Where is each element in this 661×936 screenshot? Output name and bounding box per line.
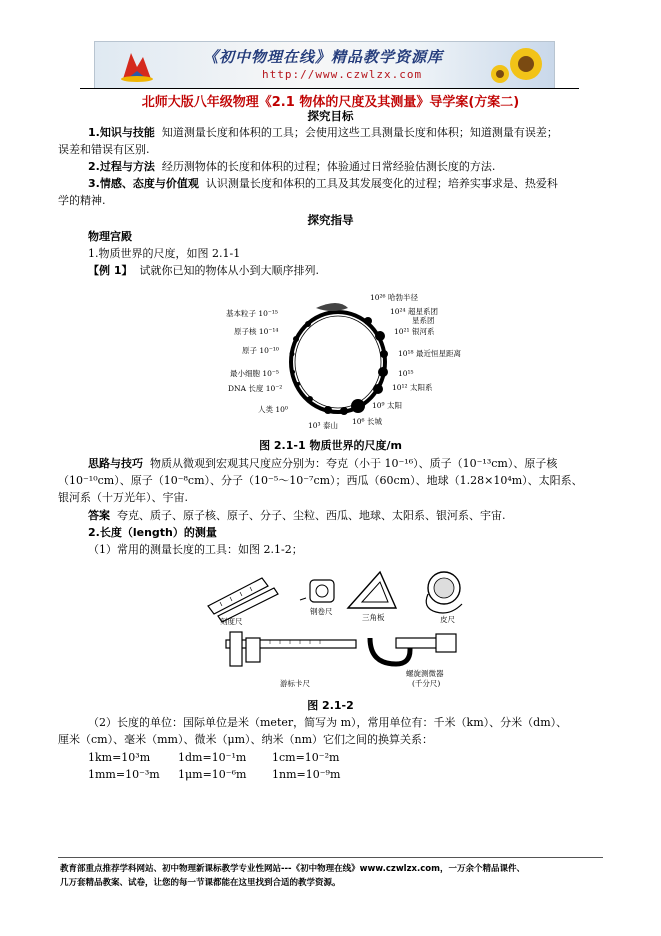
bottom-label-2: 10⁹ 太阳	[372, 401, 402, 410]
tool-label-ruler: 刻度尺	[220, 617, 243, 626]
right-label-4: 10¹⁸ 最近恒星距离	[398, 349, 461, 358]
left-label-0: 基本粒子 10⁻¹⁵	[226, 309, 278, 318]
micrometer-icon	[370, 634, 456, 664]
skills-label: 思路与技巧	[88, 457, 143, 470]
tool-label-caliper: 游标卡尺	[280, 679, 310, 688]
goal-1-cont: 误差和错误有区别.	[58, 143, 150, 156]
tool-label-tape: 钢卷尺	[310, 607, 333, 616]
banner-title: 《初中物理在线》精品教学资源库	[203, 48, 444, 66]
goal-1-label: 1.知识与技能	[88, 126, 155, 139]
skills-line-3: 银河系（十万光年）、宇宙.	[58, 491, 188, 504]
goal-3-cont: 学的精神.	[58, 194, 106, 207]
units-line-1: （2）长度的单位：国际单位是米（meter，简写为 m），常用单位有：千米（km）、分米（dm）、	[88, 716, 568, 729]
goal-2-label: 2.过程与方法	[88, 160, 155, 173]
tape-measure-icon	[300, 580, 334, 602]
skills-line-1: 思路与技巧 物质从微观到宏观其尺度应分别为：夸克（小于 10⁻¹⁶）、质子（10⁻¹³cm）、原子核	[88, 457, 558, 470]
footer-line-1: 教育部重点推荐学科网站、初中物理新课标教学专业性网站---《初中物理在线》www.czwlzx.com，一万余个精品课件、	[60, 864, 525, 874]
page-footer	[60, 862, 600, 890]
section1-heading: 物理宫殿	[88, 230, 132, 243]
sunflower-icon	[488, 44, 548, 88]
figure-2-1-2-caption: 图 2.1-2	[307, 699, 354, 712]
goal-1	[88, 124, 583, 141]
conversion-cm: 1cm=10⁻²m	[272, 751, 340, 764]
goals-heading: 探究目标	[307, 109, 354, 123]
vernier-caliper-icon	[226, 632, 356, 666]
guide-heading: 探究指导	[307, 213, 354, 227]
right-label-3: 10²¹ 银河系	[394, 327, 435, 336]
example-1-label: 【例 1】	[88, 264, 133, 277]
bottom-label-1: 10⁶ 长城	[352, 417, 382, 426]
answer-label: 答案	[88, 509, 110, 522]
answer-line: 答案 夸克、质子、原子核、原子、分子、尘粒、西瓜、地球、太阳系、银河系、宇宙.	[88, 509, 506, 522]
tool-label-triangle: 三角板	[362, 613, 385, 622]
left-label-4: DNA 长度 10⁻²	[228, 384, 283, 393]
left-label-2: 原子 10⁻¹⁰	[242, 346, 279, 355]
right-label-0: 10²⁶ 哈勃半径	[370, 293, 418, 302]
left-label-5: 人类 10⁰	[258, 405, 288, 414]
conversion-dm: 1dm=10⁻¹m	[178, 751, 247, 764]
units-line-2: 厘米（cm）、毫米（mm）、微米（μm）、纳米（nm）它们之间的换算关系：	[58, 733, 434, 746]
right-label-6: 10¹² 太阳系	[392, 383, 433, 392]
conversion-mm: 1mm=10⁻³m	[88, 768, 160, 781]
site-logo-icon	[117, 45, 157, 85]
header-divider	[80, 88, 579, 89]
tool-label-micrometer-alt: (千分尺)	[412, 679, 441, 688]
ruler-icon	[208, 578, 278, 622]
example-1	[88, 262, 583, 279]
goal-3	[88, 175, 583, 192]
skills-line-2: （10⁻¹⁰cm）、原子（10⁻⁸cm）、分子（10⁻⁵～10⁻⁷cm）；西瓜（60cm）、地球（1.28×10⁴m）、太阳系、	[58, 474, 583, 487]
conversion-nm: 1nm=10⁻⁹m	[272, 768, 341, 781]
right-label-2: 星系团	[412, 316, 435, 325]
right-label-5: 10¹⁵	[398, 369, 414, 378]
figure-2-1-1-caption: 图 2.1-1 物质世界的尺度/m	[259, 439, 402, 452]
goal-2	[88, 158, 583, 175]
figure-2-1-2-tools	[200, 568, 480, 698]
footer-line-2: 几万套精品教案、试卷，让您的每一节课都能在这里找到合适的教学资源。	[60, 878, 341, 888]
goal-3-text: 认识测量长度和体积的工具及其发展变化的过程；培养实事求是、热爱科	[205, 177, 558, 190]
goal-3-label: 3.情感、态度与价值观	[88, 177, 199, 190]
tool-label-micrometer: 螺旋测微器	[406, 669, 444, 678]
figure-2-1-1-scale-diagram	[220, 284, 470, 434]
right-label-1: 10²⁴ 超星系团	[390, 307, 438, 316]
bottom-label-0: 10³ 泰山	[308, 421, 338, 430]
goal-1-text: 知道测量长度和体积的工具；会使用这些工具测量长度和体积；知道测量有误差；	[161, 126, 558, 139]
footer-divider	[58, 857, 603, 858]
tool-label-tape-reel: 皮尺	[440, 615, 455, 624]
goal-2-text: 经历测物体的长度和体积的过程；体验通过日常经验估测长度的方法.	[161, 160, 496, 173]
conversion-km: 1km=10³m	[88, 751, 151, 764]
left-label-3: 最小细胞 10⁻⁵	[230, 369, 279, 378]
left-label-1: 原子核 10⁻¹⁴	[234, 327, 279, 336]
set-square-icon	[348, 572, 396, 608]
section2-line: （1）常用的测量长度的工具：如图 2.1-2；	[88, 543, 303, 556]
tape-reel-icon	[426, 572, 462, 613]
conversion-um: 1μm=10⁻⁶m	[178, 768, 247, 781]
example-1-text: 试就你已知的物体从小到大顺序排列.	[139, 264, 319, 277]
section2-heading: 2.长度（length）的测量	[88, 526, 217, 539]
document-title: 北师大版八年级物理《2.1 物体的尺度及其测量》导学案(方案二)	[141, 95, 520, 110]
section1-line: 1.物质世界的尺度，如图 2.1-1	[88, 247, 241, 260]
banner-url[interactable]: http://www.czwlzx.com	[262, 68, 423, 81]
header-banner	[94, 41, 555, 89]
